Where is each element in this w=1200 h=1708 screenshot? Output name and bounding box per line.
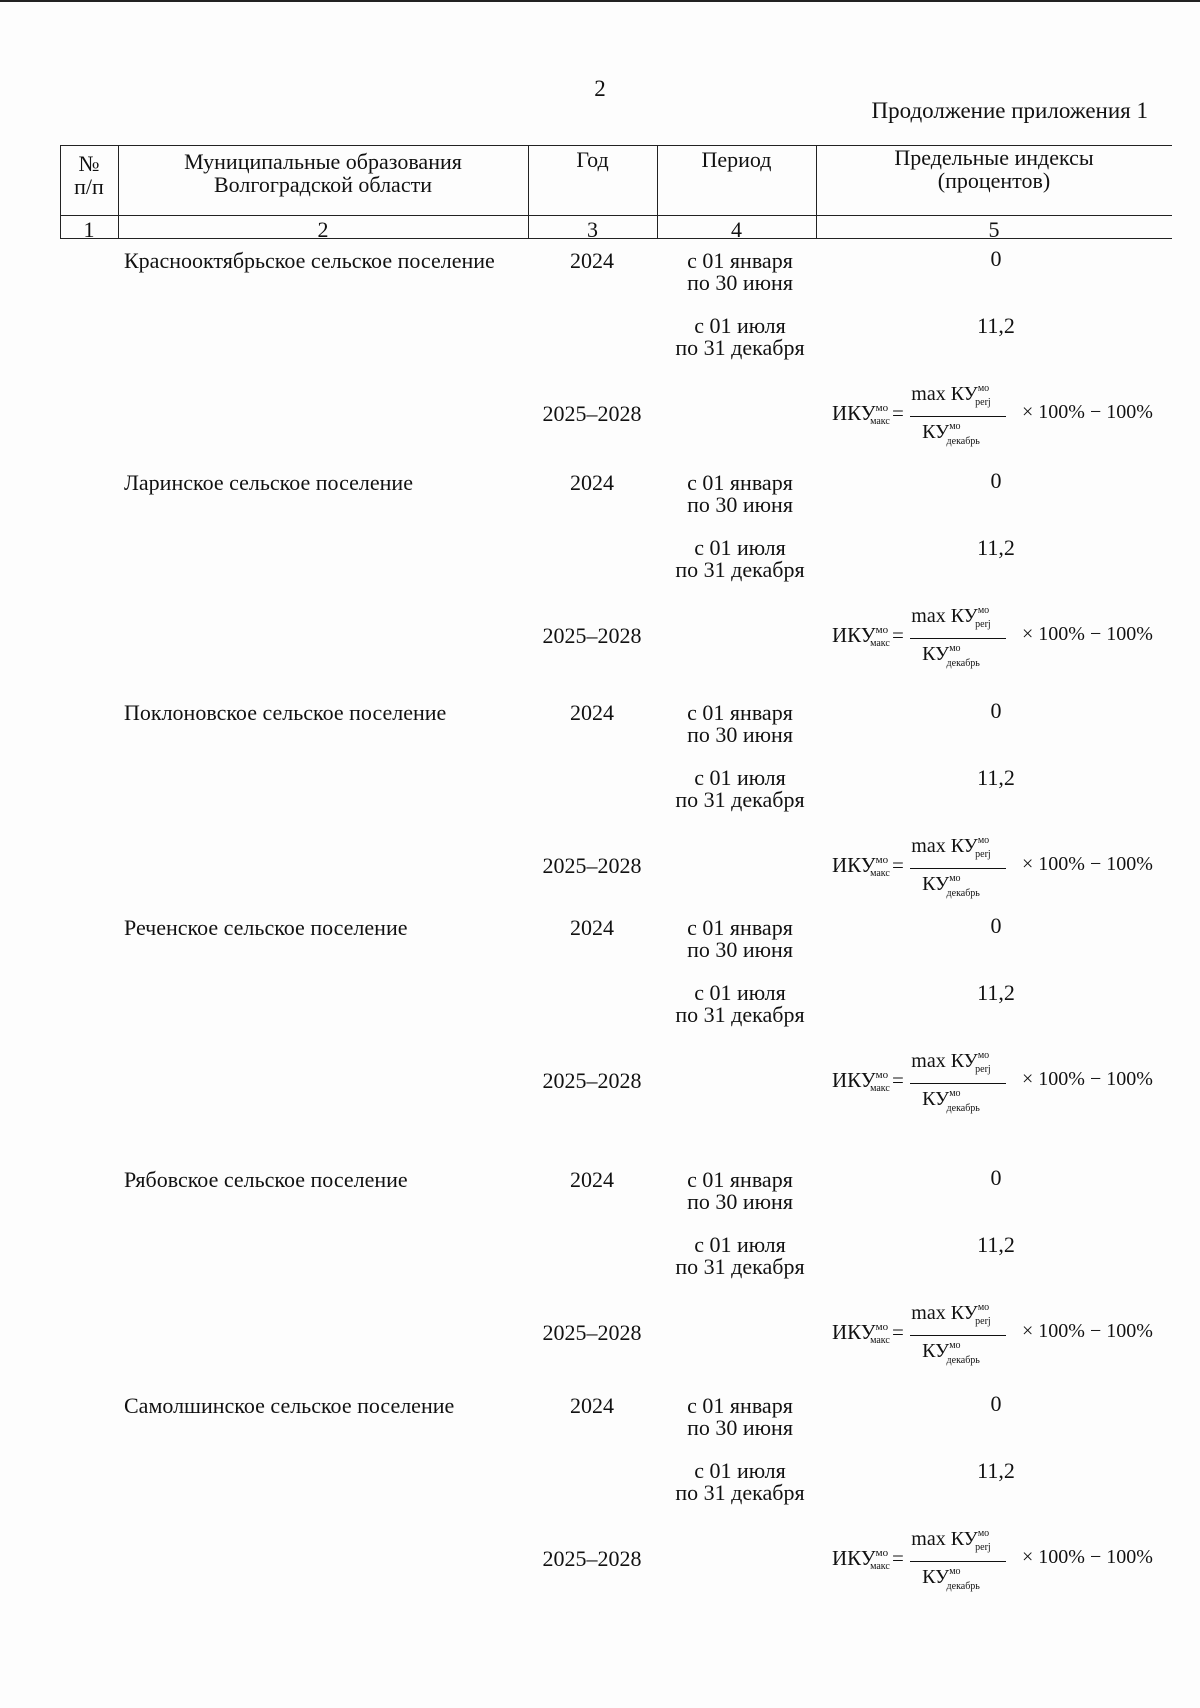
formula-tail: × 100% − 100% [1022,401,1153,423]
formula-numerator-text: max КУ [911,383,978,405]
formula-numerator-sub: реrj [975,1316,991,1327]
formula-lhs-sup: мо [875,624,889,636]
formula-lhs-text: ИКУ [832,1068,876,1092]
formula-denominator [910,643,1006,669]
index-formula [832,1050,1182,1120]
index-value-second: 11,2 [977,765,1015,790]
header-period: Период [701,147,772,172]
formula-denominator [910,1566,1006,1592]
municipality-name: Рябовское сельское поселение [124,1167,408,1192]
fraction-bar [910,868,1006,869]
index-value-second: 11,2 [977,980,1015,1005]
index-formula [832,1528,1182,1598]
index-value-second: 11,2 [977,313,1015,338]
formula-equals: = [892,1546,904,1570]
fraction-bar [910,1561,1006,1562]
formula-denominator-text: КУ [922,1340,950,1362]
formula-denominator-sup: мо [949,1088,961,1099]
formula-denominator-text: КУ [922,1566,950,1588]
formula-numerator [910,1050,1006,1073]
index-value-second: 11,2 [977,535,1015,560]
formula-denominator [910,1088,1006,1114]
formula-denominator [910,873,1006,899]
formula-denominator-text: КУ [922,873,950,895]
formula-denominator-sub: декабрь [946,436,980,447]
formula-denominator-sub: декабрь [946,1103,980,1114]
top-border [0,0,1200,2]
year-range-cell: 2025–2028 [542,1068,642,1093]
fraction-bar [910,638,1006,639]
formula-numerator-sup: мо [977,1302,990,1313]
formula-lhs-sup: мо [875,854,889,866]
col-number: 2 [317,217,329,242]
formula-numerator [910,1528,1006,1551]
formula-denominator-sup: мо [949,1566,961,1577]
formula-denominator-sup: мо [949,1340,961,1351]
formula-tail: × 100% − 100% [1022,1320,1153,1342]
col-number: 5 [988,217,1000,242]
formula-equals: = [892,1320,904,1344]
period-first-half: с 01 января по 30 июня [687,248,793,295]
formula-lhs-text: ИКУ [832,401,876,425]
formula-denominator [910,1340,1006,1366]
year-cell: 2024 [570,470,614,495]
period-second-half: с 01 июля по 31 декабря [675,313,805,360]
formula-lhs-sub: макс [870,1561,890,1572]
index-value-second: 11,2 [977,1458,1015,1483]
year-cell: 2024 [570,915,614,940]
formula-numerator-sup: мо [977,835,990,846]
index-value-first: 0 [990,698,1002,723]
formula-equals: = [892,1068,904,1092]
formula-lhs-sub: макс [870,638,890,649]
period-second-half: с 01 июля по 31 декабря [675,1232,805,1279]
page-number: 2 [594,76,606,101]
formula-numerator [910,605,1006,628]
formula-numerator-text: max КУ [911,1528,978,1550]
index-formula [832,835,1182,905]
municipality-name: Ларинское сельское поселение [124,470,413,495]
formula-lhs-sup: мо [875,1069,889,1081]
index-value-second: 11,2 [977,1232,1015,1257]
header-municipality: Муниципальные образования Волгоградской области [184,149,462,197]
formula-numerator-text: max КУ [911,605,978,627]
header-number: № п/п [74,151,104,199]
formula-lhs-sub: макс [870,868,890,879]
year-cell: 2024 [570,1393,614,1418]
formula-tail: × 100% − 100% [1022,1546,1153,1568]
formula-denominator-sub: декабрь [946,658,980,669]
period-first-half: с 01 января по 30 июня [687,700,793,747]
formula-numerator-sup: мо [977,1050,990,1061]
index-formula [832,383,1182,453]
municipality-name: Реченское сельское поселение [124,915,408,940]
formula-numerator-sup: мо [977,383,990,394]
municipality-name: Самолшинское сельское поселение [124,1393,455,1418]
year-cell: 2024 [570,248,614,273]
period-first-half: с 01 января по 30 июня [687,915,793,962]
year-cell: 2024 [570,1167,614,1192]
index-value-first: 0 [990,1391,1002,1416]
fraction-bar [910,416,1006,417]
period-second-half: с 01 июля по 31 декабря [675,765,805,812]
index-formula [832,1302,1182,1372]
index-value-first: 0 [990,468,1002,493]
formula-tail: × 100% − 100% [1022,853,1153,875]
formula-denominator [910,421,1006,447]
municipality-name: Краснооктябрьское сельское поселение [124,248,495,273]
header-year: Год [576,147,609,172]
formula-denominator-sub: декабрь [946,1581,980,1592]
formula-tail: × 100% − 100% [1022,623,1153,645]
year-range-cell: 2025–2028 [542,401,642,426]
formula-lhs-sup: мо [875,1321,889,1333]
period-first-half: с 01 января по 30 июня [687,1167,793,1214]
fraction-bar [910,1335,1006,1336]
formula-equals: = [892,623,904,647]
formula-numerator-sup: мо [977,1528,990,1539]
col-number: 1 [83,217,95,242]
col-number: 4 [731,217,742,242]
formula-numerator [910,383,1006,406]
formula-numerator-sup: мо [977,605,990,616]
year-range-cell: 2025–2028 [542,1546,642,1571]
formula-numerator-sub: реrj [975,849,991,860]
formula-denominator-sup: мо [949,643,961,654]
formula-denominator-sub: декабрь [946,888,980,899]
municipality-name: Поклоновское сельское поселение [124,700,447,725]
formula-denominator-sup: мо [949,873,961,884]
formula-equals: = [892,853,904,877]
header-index: Предельные индексы (процентов) [894,145,1094,193]
col-number: 3 [587,217,598,242]
period-second-half: с 01 июля по 31 декабря [675,980,805,1027]
index-formula [832,605,1182,675]
formula-numerator-text: max КУ [911,1302,978,1324]
formula-lhs-sup: мо [875,402,889,414]
period-first-half: с 01 января по 30 июня [687,470,793,517]
formula-lhs-sub: макс [870,1335,890,1346]
year-range-cell: 2025–2028 [542,623,642,648]
formula-denominator-sup: мо [949,421,961,432]
formula-numerator-sub: реrj [975,1542,991,1553]
formula-numerator-text: max КУ [911,835,978,857]
formula-numerator-text: max КУ [911,1050,978,1072]
formula-denominator-text: КУ [922,1088,950,1110]
year-range-cell: 2025–2028 [542,853,642,878]
index-value-first: 0 [990,913,1002,938]
fraction-bar [910,1083,1006,1084]
header-bottom-line [60,215,1172,216]
continuation-label: Продолжение приложения 1 [871,98,1148,123]
formula-equals: = [892,401,904,425]
formula-lhs-text: ИКУ [832,623,876,647]
period-second-half: с 01 июля по 31 декабря [675,535,805,582]
year-cell: 2024 [570,700,614,725]
formula-numerator [910,1302,1006,1325]
formula-numerator-sub: реrj [975,397,991,408]
year-range-cell: 2025–2028 [542,1320,642,1345]
formula-lhs-sub: макс [870,1083,890,1094]
formula-tail: × 100% − 100% [1022,1068,1153,1090]
period-second-half: с 01 июля по 31 декабря [675,1458,805,1505]
formula-denominator-text: КУ [922,421,950,443]
formula-numerator [910,835,1006,858]
formula-numerator-sub: реrj [975,619,991,630]
formula-numerator-sub: реrj [975,1064,991,1075]
index-value-first: 0 [990,246,1002,271]
period-first-half: с 01 января по 30 июня [687,1393,793,1440]
formula-lhs-sup: мо [875,1547,889,1559]
formula-lhs-text: ИКУ [832,853,876,877]
formula-lhs-text: ИКУ [832,1320,876,1344]
formula-lhs-text: ИКУ [832,1546,876,1570]
formula-denominator-text: КУ [922,643,950,665]
formula-denominator-sub: декабрь [946,1355,980,1366]
formula-lhs-sub: макс [870,416,890,427]
index-value-first: 0 [990,1165,1002,1190]
